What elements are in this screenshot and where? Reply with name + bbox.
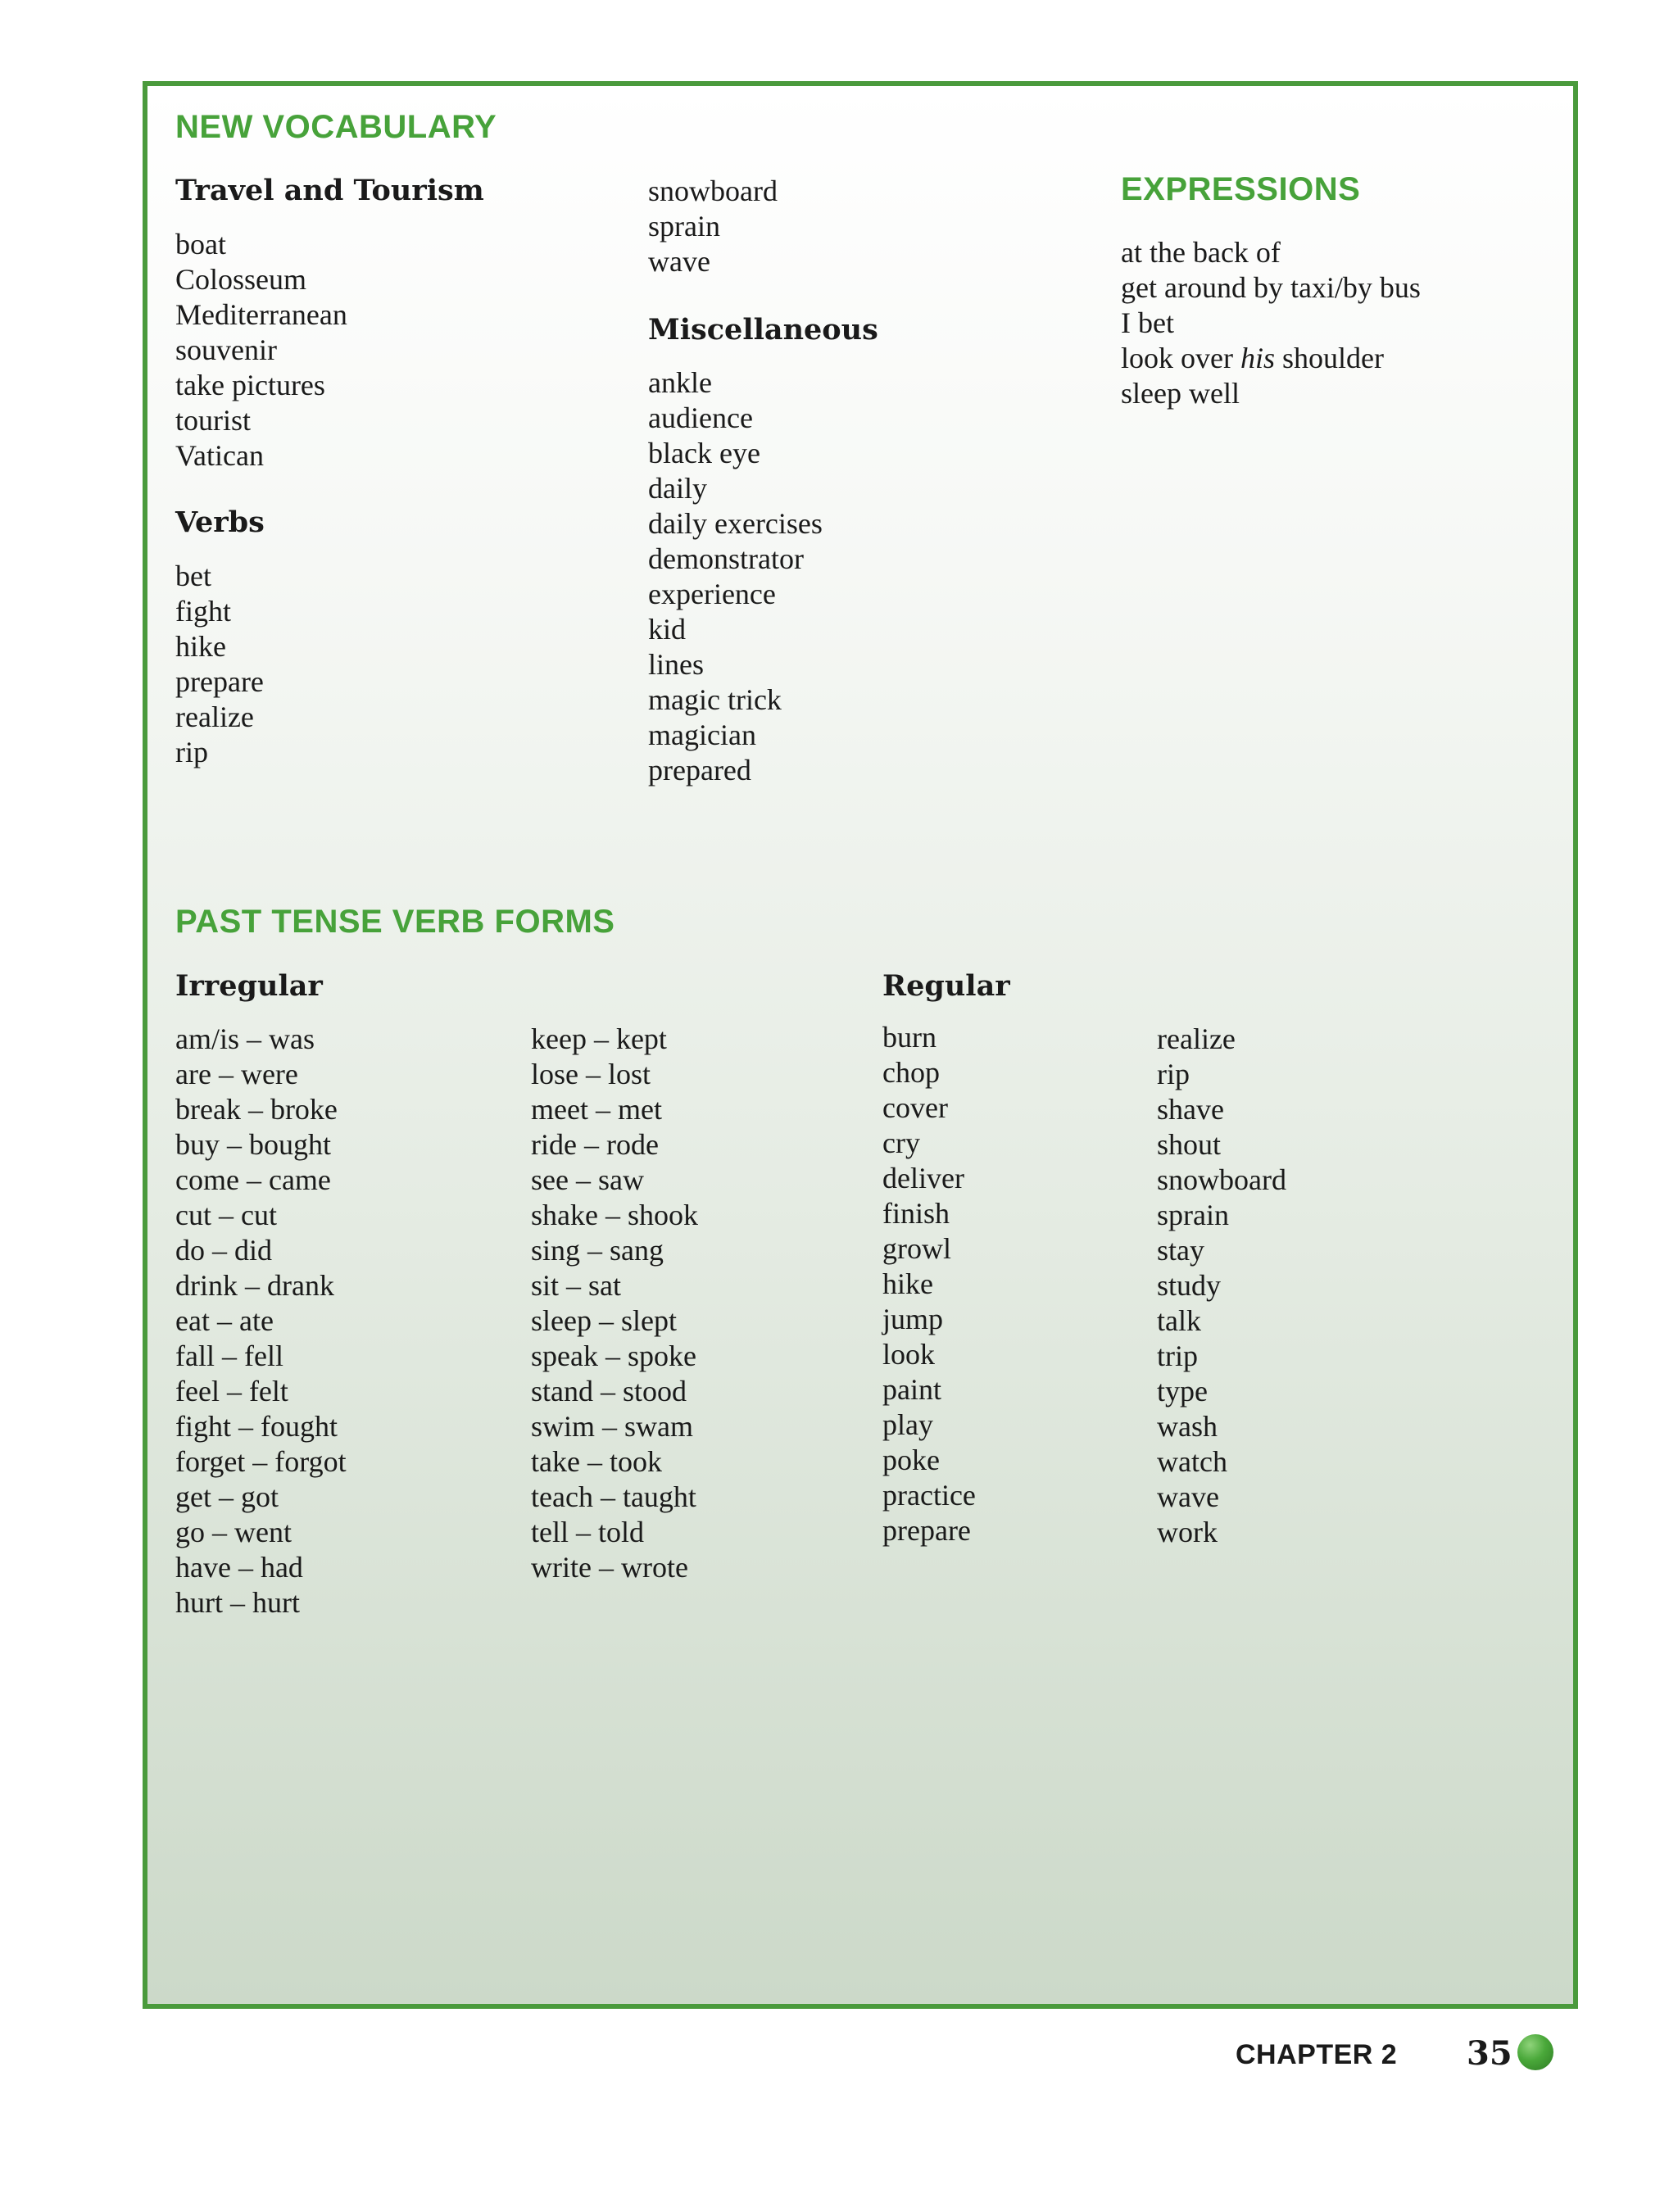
list-item: stay — [1157, 1234, 1204, 1267]
expression-italic-word: his — [1240, 342, 1275, 374]
travel-tourism-continued-list — [648, 174, 778, 279]
list-item: ankle — [648, 366, 712, 399]
list-item: get around by taxi/by bus — [1121, 271, 1421, 304]
irregular-list-column-2 — [531, 1022, 698, 1585]
list-item: teach – taught — [531, 1480, 696, 1513]
list-item: lose – lost — [531, 1058, 651, 1090]
list-item: snowboard — [1157, 1163, 1286, 1196]
list-item: shake – shook — [531, 1199, 698, 1231]
list-item: do – did — [175, 1234, 273, 1267]
list-item: drink – drank — [175, 1269, 334, 1302]
list-item: fight — [175, 595, 231, 628]
list-item: wash — [1157, 1410, 1218, 1443]
list-item: speak – spoke — [531, 1339, 696, 1372]
list-item: study — [1157, 1269, 1222, 1302]
list-item: feel – felt — [175, 1375, 288, 1407]
list-item: prepare — [175, 665, 264, 698]
past-tense-title: PAST TENSE VERB FORMS — [175, 904, 615, 940]
list-item: rip — [175, 736, 208, 768]
expression-text-before: look over — [1121, 342, 1240, 374]
list-item: meet – met — [531, 1093, 662, 1126]
list-item: realize — [1157, 1022, 1236, 1055]
list-item: at the back of — [1121, 236, 1281, 269]
list-item: wave — [1157, 1480, 1219, 1513]
irregular-list-column-1 — [175, 1022, 347, 1620]
list-item: jump — [882, 1303, 944, 1335]
list-item: souvenir — [175, 333, 277, 366]
list-item: go – went — [175, 1516, 292, 1548]
list-item: realize — [175, 700, 254, 733]
list-item: growl — [882, 1232, 951, 1265]
list-item: I bet — [1121, 306, 1174, 339]
list-item: boat — [175, 228, 226, 261]
irregular-heading: Irregular — [175, 969, 323, 1003]
travel-tourism-heading: Travel and Tourism — [175, 174, 484, 207]
list-item: see – saw — [531, 1163, 644, 1196]
list-item: finish — [882, 1197, 950, 1230]
list-item: sprain — [648, 210, 720, 243]
list-item: tourist — [175, 404, 252, 437]
list-item: magician — [648, 718, 756, 751]
verbs-heading: Verbs — [175, 505, 265, 539]
list-item: sit – sat — [531, 1269, 622, 1302]
list-item: hurt – hurt — [175, 1586, 300, 1619]
list-item: practice — [882, 1479, 976, 1512]
new-vocabulary-title: NEW VOCABULARY — [175, 109, 497, 145]
list-item: Mediterranean — [175, 298, 347, 331]
list-item: daily — [648, 472, 707, 505]
list-item: shave — [1157, 1093, 1224, 1126]
list-item: play — [882, 1408, 933, 1441]
list-item: shout — [1157, 1128, 1222, 1161]
list-item: experience — [648, 578, 776, 610]
list-item: poke — [882, 1444, 940, 1476]
list-item: chop — [882, 1056, 940, 1089]
expressions-list — [1121, 235, 1421, 411]
expressions-title: EXPRESSIONS — [1121, 171, 1361, 207]
list-item: cry — [882, 1126, 920, 1159]
list-item: stand – stood — [531, 1375, 687, 1407]
list-item: ride – rode — [531, 1128, 659, 1161]
list-item: audience — [648, 401, 753, 434]
list-item: Colosseum — [175, 263, 307, 296]
list-item: have – had — [175, 1551, 303, 1584]
regular-list-column-1 — [882, 1020, 976, 1548]
list-item: prepare — [882, 1514, 971, 1547]
list-item: black eye — [648, 437, 760, 469]
list-item: sleep – slept — [531, 1304, 677, 1337]
list-item: tell – told — [531, 1516, 644, 1548]
list-item: sleep well — [1121, 377, 1240, 410]
regular-heading: Regular — [882, 969, 1010, 1003]
list-item: snowboard — [648, 175, 778, 207]
list-item: are – were — [175, 1058, 298, 1090]
miscellaneous-list — [648, 365, 823, 788]
verbs-list — [175, 559, 264, 770]
list-item: daily exercises — [648, 507, 823, 540]
list-item: rip — [1157, 1058, 1190, 1090]
list-item: buy – bought — [175, 1128, 332, 1161]
list-item: hike — [882, 1267, 933, 1300]
expression-text-after: shoulder — [1274, 342, 1384, 374]
list-item: burn — [882, 1021, 937, 1054]
list-item: take pictures — [175, 369, 325, 401]
list-item: break – broke — [175, 1093, 338, 1126]
list-item: take – took — [531, 1445, 662, 1478]
miscellaneous-heading: Miscellaneous — [648, 313, 878, 347]
green-dot-icon — [1517, 2034, 1553, 2070]
list-item: paint — [882, 1373, 941, 1406]
list-item: am/is – was — [175, 1022, 315, 1055]
list-item — [1121, 341, 1421, 376]
list-item: swim – swam — [531, 1410, 693, 1443]
chapter-label: CHAPTER 2 — [1236, 2039, 1398, 2070]
regular-list-column-2 — [1157, 1022, 1286, 1550]
list-item: keep – kept — [531, 1022, 667, 1055]
list-item: demonstrator — [648, 542, 804, 575]
list-item: get – got — [175, 1480, 279, 1513]
list-item: hike — [175, 630, 226, 663]
list-item: forget – forgot — [175, 1445, 347, 1478]
list-item: talk — [1157, 1304, 1201, 1337]
travel-tourism-list — [175, 227, 347, 474]
list-item: write – wrote — [531, 1551, 688, 1584]
list-item: work — [1157, 1516, 1218, 1548]
list-item: magic trick — [648, 683, 782, 716]
list-item: deliver — [882, 1162, 964, 1194]
list-item: type — [1157, 1375, 1208, 1407]
list-item: fight – fought — [175, 1410, 338, 1443]
list-item: cut – cut — [175, 1199, 277, 1231]
list-item: look — [882, 1338, 936, 1371]
list-item: trip — [1157, 1339, 1198, 1372]
list-item: bet — [175, 560, 211, 592]
list-item: eat – ate — [175, 1304, 274, 1337]
list-item: lines — [648, 648, 704, 681]
list-item: cover — [882, 1091, 948, 1124]
list-item: Vatican — [175, 439, 264, 472]
list-item: come – came — [175, 1163, 331, 1196]
list-item: watch — [1157, 1445, 1227, 1478]
list-item: prepared — [648, 754, 751, 786]
list-item: sprain — [1157, 1199, 1229, 1231]
list-item: kid — [648, 613, 687, 646]
list-item: fall – fell — [175, 1339, 283, 1372]
list-item: wave — [648, 245, 710, 278]
list-item: sing – sang — [531, 1234, 664, 1267]
page-number: 35 — [1467, 2034, 1512, 2073]
